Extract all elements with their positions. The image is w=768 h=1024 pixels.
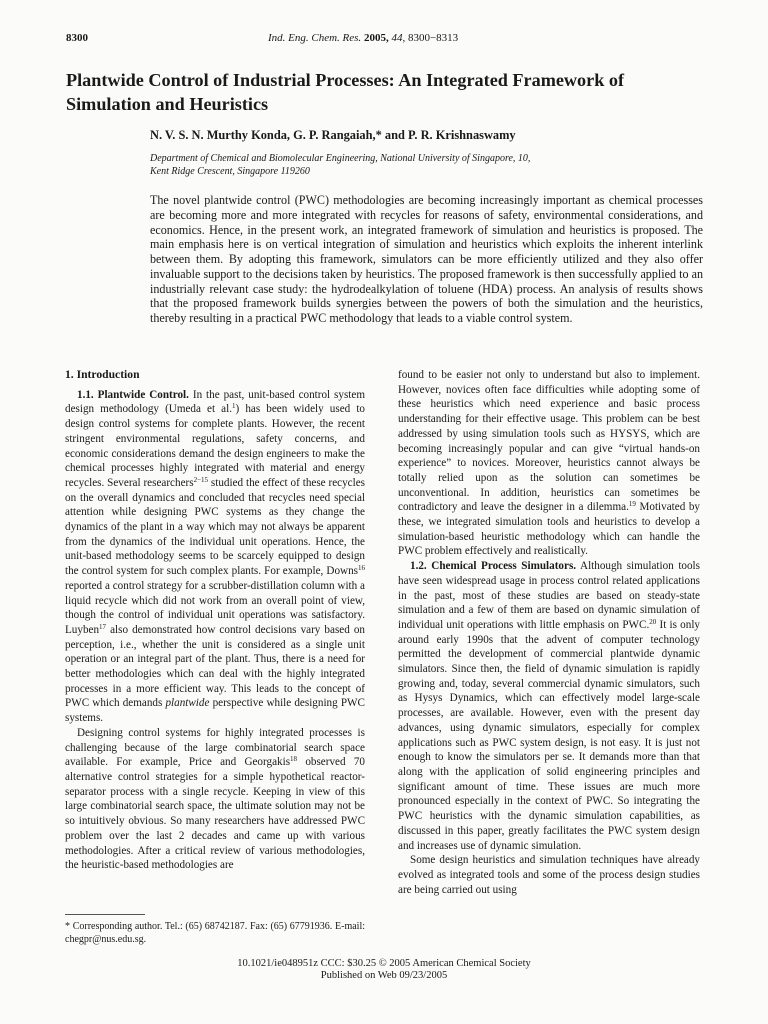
text-run: Motivated by these, we integrated simulation tools and heuristics to develop a simulation-based heuristic methodology which can handle the PWC problem effectively and realistically. — [398, 501, 700, 558]
text-run: perspective while designing PWC systems. — [65, 697, 365, 725]
text-run: observed 70 alternative control strategies for a simple hypothetical reactor-separator process with a single recycle. Keeping in view of this large combinatorial search space, the ultimate solution may not be so intuitively obvious. So many researchers have addressed PWC problem over the last 2 decades and came up with various methodologies. After a critical review of various methodologies, the heuristic-based methodologies are — [65, 756, 365, 872]
paragraph-search-space — [65, 726, 365, 873]
journal-name: Ind. Eng. Chem. Res. — [268, 32, 362, 44]
reference-mark: 17 — [99, 622, 107, 631]
text-run: It is only around early 1990s that the advent of computer technology permitted the development of commercial plantwide dynamic simulators. Since then, the field of dynamic simulation is rapidly growing and, today, several commercial dynamic simulators, such as Hysys Dynamics, which can effectively model large-scale processes, are available. However, even with the present day advances, using dynamic simulators, especially for complex applications such as PWC system design, is not easy. It is just not enough to know the simulators per se. It demands more than that along with the application of solid engineering principles and significant amount of time. These issues are much more pronounced especially in the context of PWC. So integrating the PWC heuristics with the dynamic simulation capabilities, as discussed in this paper, greatly facilitates the PWC system design and increases use of dynamic simulation. — [398, 618, 700, 852]
reference-mark: 1 — [232, 402, 236, 411]
journal-volume: 44, — [391, 32, 406, 44]
corresponding-author-footnote: * Corresponding author. Tel.: (65) 68742187. Fax: (65) 67791936. E-mail: chegpr@nus.edu.sg. — [65, 921, 365, 945]
right-column — [398, 368, 700, 897]
text-run: also demonstrated how control decisions vary based on perception, i.e., whether the unit is considered as a single unit operation or an integral part of the plant. Thus, there is a need for better methodologies which can deal with the highly integrated processes in a more efficient way. This leads to the concept of PWC which demands — [65, 623, 365, 710]
journal-year: 2005, — [363, 32, 389, 44]
page-footer — [0, 958, 768, 982]
corresponding-mark: * — [375, 128, 382, 142]
author-names-2: and P. R. Krishnaswamy — [381, 128, 516, 142]
paragraph-plantwide-control — [65, 388, 365, 726]
author-names-1: N. V. S. N. Murthy Konda, G. P. Rangaiah, — [150, 128, 376, 142]
affiliation-line-1: Department of Chemical and Biomolecular Engineering, National University of Singapore, 10, — [150, 153, 531, 164]
paper-title: Plantwide Control of Industrial Processes: An Integrated Framework of Simulation and Heuristics — [66, 70, 625, 114]
text-run: studied the effect of these recycles on the overall dynamics and concluded that recycles need special attention while designing PWC systems as they change the dynamics of the plant in a way which may not always be apparent from the dynamics of the individual unit operations. Hence, the unit-based methodology seems to be scarcely equipped to design the control system for such complex plants. For example, Downs — [65, 476, 365, 578]
text-run: reported a control strategy for a scrubber-distillation column with a liquid recycle which did not work from an overall point of view, though the control of individual unit operations was satisfactory. Luyben — [65, 579, 365, 636]
abstract: The novel plantwide control (PWC) methodologies are becoming increasingly important as chemical processes are becoming more and more integrated with recycles for reasons of safety, environmental considerations, and economics. Hence, in the present work, an integrated framework of simulation and heuristics is proposed. The main emphasis here is on vertical integration of simulation and heuristics which exploits the inherent interlink between them. By adopting this framework, simulators can be more efficiently utilized and they also offer invaluable support to the decisions taken by heuristics. The proposed framework is then successfully applied to an industrially relevant case study: the hydrodealkylation of toluene (HDA) process. An analysis of results shows that the proposed framework builds synergies between the powers of both the simulation and the heuristics, thereby resulting in a practical PWC methodology that leads to a viable control system. — [150, 193, 703, 325]
reference-mark: 16 — [358, 564, 365, 573]
paragraph-process-simulators — [398, 559, 700, 853]
doi-line: 10.1021/ie048951z CCC: $30.25 © 2005 American Chemical Society — [237, 958, 531, 969]
paragraph-integrated-tools: Some design heuristics and simulation techniques have already evolved as integrated tools and some of the process design studies are being carried out using — [398, 854, 700, 896]
subheading-plantwide-control: 1.1. Plantwide Control. — [77, 388, 189, 401]
text-run: ) has been widely used to design control systems for complete plants. However, the recent stringent environmental regulations, safety concerns, and economic considerations demand the design engineers to make the chemical processes highly integrated with material and energy recycles. Several researchers — [65, 403, 365, 489]
reference-mark: 19 — [628, 500, 636, 509]
journal-citation — [268, 32, 458, 44]
journal-pages: 8300−8313 — [407, 32, 459, 44]
paragraph-heuristics — [398, 368, 700, 559]
running-header — [66, 32, 702, 46]
author-list — [150, 128, 516, 143]
text-run: found to be easier not only to understand but also to implement. However, novices often face difficulties while adopting some of these heuristics which need experience and basic process understanding for their effective usage. This problem can be best addressed by using simulation tools such as HYSYS, which are becoming increasingly popular and can give “virtual hands-on experience” to novices. Moreover, heuristics cannot always be totally relied upon as the solution can sometimes be unconventional. In addition, heuristics can sometimes be contradictory and leave the designer in a dilemma. — [398, 369, 700, 514]
text-run: Although simulation tools have seen widespread usage in process control related applications in the past, most of these studies are based on steady-state simulation and a few of them are based on dynamic simulation of individual unit operations with little emphasis on PWC. — [398, 560, 700, 631]
section-heading-introduction: 1. Introduction — [65, 368, 140, 381]
left-column — [65, 368, 365, 873]
footnote-divider — [65, 914, 145, 915]
emphasis-plantwide: plantwide — [165, 697, 210, 710]
affiliation — [150, 152, 650, 178]
page-number: 8300 — [66, 32, 88, 44]
reference-mark: 18 — [290, 755, 298, 764]
publication-date: Published on Web 09/23/2005 — [320, 970, 448, 981]
text-run: In the past, unit-based control system design methodology (Umeda et al. — [65, 388, 365, 416]
reference-mark: 20 — [649, 617, 657, 626]
affiliation-line-2: Kent Ridge Crescent, Singapore 119260 — [150, 166, 310, 177]
text-run: Designing control systems for highly integrated processes is challenging because of the large combinatorial search space available. For example, Price and Georgakis — [65, 726, 365, 769]
subheading-process-simulators: 1.2. Chemical Process Simulators. — [410, 560, 577, 573]
reference-mark: 2−15 — [193, 475, 209, 484]
